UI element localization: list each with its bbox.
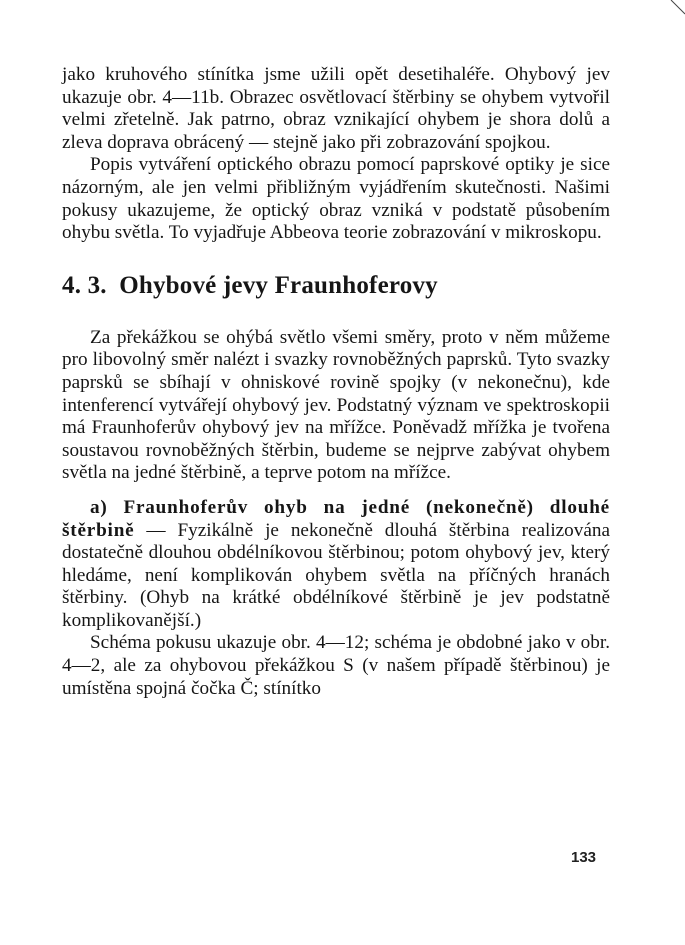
paragraph-1: jako kruhového stínítka jsme užili opět desetihaléře. Ohybový jev ukazuje obr. 4—11b. Obrazec osvětlovací štěrbiny se ohybem vytvořil velmi zřetelně. Jak patrno, obraz vznikající ohybem je shora dolů a zleva doprava obrácený — stejně jako při zobrazování spojkou. [62, 64, 610, 153]
subsection-heading: a) Fraunhoferův ohyb na jedné (nekonečně) dlouhé štěrbině [62, 496, 610, 541]
paragraph-2: Popis vytváření optického obrazu pomocí paprskové optiky je sice názorným, ale jen velmi přibližným vyjádřením skutečnosti. Našimi pokusy ukazujeme, že optický obraz vzniká v podstatě působením ohybu světla. To vyjadřuje Abbeova teorie zobrazování v mikroskopu. [62, 154, 610, 244]
page-number: 133 [571, 849, 597, 866]
spacer [62, 485, 610, 497]
paragraph-4 [62, 497, 610, 633]
section-title: Ohybové jevy Fraunhoferovy [119, 271, 438, 299]
section-heading [62, 271, 610, 301]
corner-mark [669, 0, 685, 16]
section-number: 4. 3. [62, 271, 107, 299]
paragraph-4-text: — Fyzikálně je nekonečně dlouhá štěrbina realizována dostatečně dlouhou obdélníkovou štěrbinou; potom ohybový jev, který hledáme, není komplikován ohybem světla na příčných hranách štěrbiny. (Ohyb na krátké obdélníkové štěrbině je jev podstatně komplikovanější.) [62, 519, 610, 631]
page-body [62, 64, 610, 700]
paragraph-3: Za překážkou se ohýbá světlo všemi směry, proto v něm můžeme pro libovolný směr nalézt i svazky rovnoběžných paprsků. Tyto svazky paprsků se sbíhají v ohniskové rovině spojky (v nekonečnu), kde intenferencí vytvářejí ohybový jev. Podstatný význam ve spektroskopii má Fraunhoferův ohybový jev na mřížce. Poněvadž mřížka je tvořena soustavou rovnoběžných štěrbin, budeme se nejprve zabývat ohybem světla na jedné štěrbině, a teprve potom na mřížce. [62, 326, 610, 484]
paragraph-5: Schéma pokusu ukazuje obr. 4—12; schéma je obdobné jako v obr. 4—2, ale za ohybovou překážkou S (v našem případě štěrbinou) je umístěna spojná čočka Č; stínítko [62, 632, 610, 699]
